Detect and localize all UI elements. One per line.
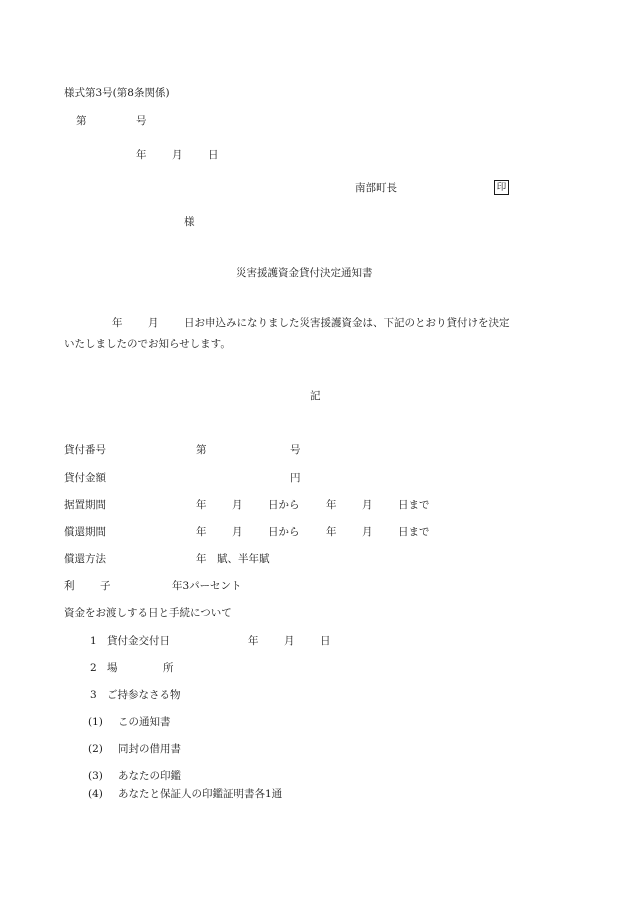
repayment-until: 日まで [398, 526, 430, 538]
deferment-label: 据置期間 [64, 499, 106, 511]
recipient-honorific: 様 [184, 216, 195, 228]
repayment-y1: 年 [196, 526, 207, 538]
loan-number-label: 貸付番号 [64, 444, 106, 456]
deferment-y2: 年 [326, 499, 337, 511]
body-line1-rest: 日お申込みになりました災害援護資金は、下記のとおり貸付けを決定 [184, 317, 510, 329]
interest-label-2: 子 [100, 580, 111, 592]
handover-item1-label: 貸付金交付日 [107, 635, 170, 647]
subitem-2-text: 同封の借用書 [118, 743, 181, 755]
loan-amount-unit: 円 [290, 472, 301, 484]
form-label: 様式第3号(第8条関係) [64, 87, 170, 99]
date-month: 月 [172, 149, 183, 161]
subitem-1-text: この通知書 [118, 716, 171, 728]
body-month: 月 [148, 317, 159, 329]
subitem-4-text: あなたと保証人の印鑑証明書各1通 [118, 788, 283, 800]
repayment-period-label: 償還期間 [64, 526, 106, 538]
loan-number-suffix: 号 [290, 444, 301, 456]
handover-heading: 資金をお渡しする日と手続について [64, 607, 232, 619]
body-line2: いたしましたのでお知らせします。 [64, 338, 231, 350]
subitem-3-num: (3) [88, 770, 103, 782]
subitem-3-text: あなたの印鑑 [118, 770, 181, 782]
handover-item3-num: 3 [90, 689, 97, 701]
handover-item3-label: ご持参なさる物 [107, 689, 181, 701]
body-year: 年 [112, 317, 123, 329]
repayment-m2: 月 [362, 526, 373, 538]
deferment-y1: 年 [196, 499, 207, 511]
handover-item1-year: 年 [248, 635, 259, 647]
repayment-method-label: 償還方法 [64, 553, 106, 565]
date-day: 日 [208, 149, 219, 161]
interest-label-1: 利 [64, 580, 75, 592]
number-suffix: 号 [136, 115, 147, 127]
date-year: 年 [136, 149, 147, 161]
subitem-2-num: (2) [88, 743, 103, 755]
sender-name: 南部町長 [355, 182, 397, 194]
handover-item1-day: 日 [320, 635, 331, 647]
repayment-method-value: 年 賦、半年賦 [196, 553, 270, 565]
loan-amount-label: 貸付金額 [64, 472, 106, 484]
ki-label: 記 [310, 390, 321, 402]
deferment-m2: 月 [362, 499, 373, 511]
handover-item2-label1: 場 [107, 662, 118, 674]
handover-item2-label2: 所 [163, 662, 174, 674]
number-prefix: 第 [76, 115, 87, 127]
seal-text: 印 [494, 180, 509, 195]
handover-item2-num: 2 [90, 662, 97, 674]
repayment-m1: 月 [232, 526, 243, 538]
seal-mark [494, 180, 509, 195]
document-title: 災害援護資金貸付決定通知書 [236, 267, 373, 279]
subitem-4-num: (4) [88, 788, 103, 800]
handover-item1-month: 月 [284, 635, 295, 647]
repayment-from: 日から [268, 526, 300, 538]
subitem-1-num: (1) [88, 716, 103, 728]
deferment-from: 日から [268, 499, 300, 511]
deferment-m1: 月 [232, 499, 243, 511]
loan-number-prefix: 第 [196, 444, 207, 456]
interest-value: 年3パーセント [172, 580, 242, 592]
repayment-y2: 年 [326, 526, 337, 538]
handover-item1-num: 1 [90, 635, 97, 647]
deferment-until: 日まで [398, 499, 430, 511]
